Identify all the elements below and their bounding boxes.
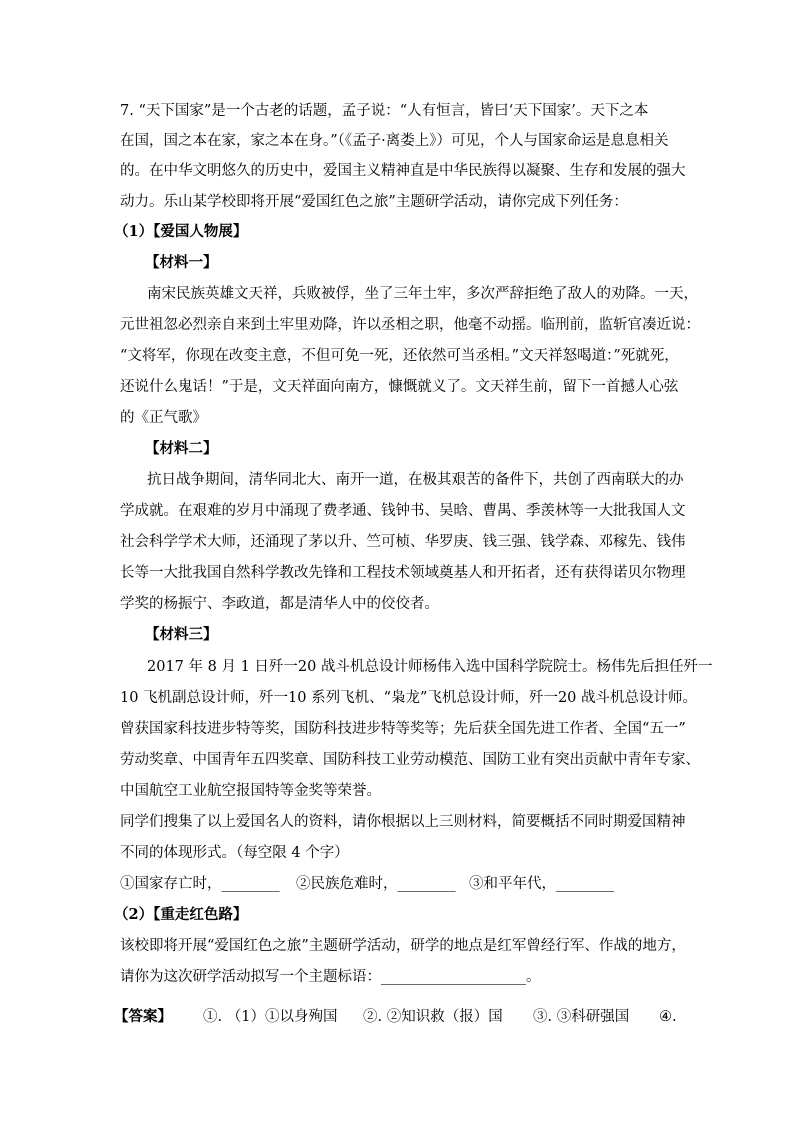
intro-line: 7. “天下国家”是一个古老的话题，孟子说：“人有恒言，皆曰‘天下国家’。天下之本 <box>120 103 649 119</box>
material2-line: 学奖的杨振宁、李政道，都是清华人中的佼佼者。 <box>120 596 439 612</box>
blank-2: ②民族危难时，________ <box>296 876 456 892</box>
material2-line: 长等一大批我国自然科学教改先锋和工程技术领域奠基人和开拓者，还有获得诺贝尔物理 <box>120 565 686 581</box>
blank-1: ①国家存亡时，________ <box>120 876 280 892</box>
material2-line: 学成就。在艰难的岁月中涌现了费孝通、钱钟书、吴晗、曹禺、季羡林等一大批我国人文 <box>120 503 686 519</box>
intro-line: 动力。乐山某学校即将开展“爱国红色之旅”主题研学活动，请你完成下列任务： <box>120 194 628 210</box>
material1-line: 南宋民族英雄文天祥，兵败被俘，坐了三年土牢，多次严辞拒绝了敌人的劝降。一天， <box>147 286 698 302</box>
material3-line: 中国航空工业航空报国特等金奖等荣誉。 <box>120 783 381 799</box>
answer-item: ③. ③科研强国 <box>533 1009 630 1025</box>
material3-line: 10 飞机副总设计师，歼一10 系列飞机、“枭龙”飞机总设计师，歼一20 战斗机总设计师。 <box>120 690 698 706</box>
task1-line: 不同的体现形式。（每空限 4 个字） <box>120 845 349 861</box>
intro-line: 在国，国之本在家，家之本在身。”（《孟子·离娄上》）可见，个人与国家命运是息息相关 <box>120 133 669 149</box>
intro-line: 的。在中华文明悠久的历史中，爱国主义精神直是中华民族得以凝聚、生存和发展的强大 <box>120 163 686 179</box>
material2-line: 社会科学学术大师，还涌现了茅以升、竺可桢、华罗庚、钱三强、钱学森、邓稼先、钱伟 <box>120 534 686 550</box>
material1-line: “文将军，你现在改变主意，不但可免一死，还依然可当丞相。”文天祥怒喝道：”死就死， <box>120 348 679 364</box>
material3-line: 2017 年 8 月 1 日歼一20 战斗机总设计师杨伟入选中国科学院院士。杨伟先后担任歼一 <box>147 659 713 675</box>
material3-line: 曾获国家科技进步特等奖，国防科技进步特等奖等；先后获全国先进工作者、全国“五一” <box>120 721 686 737</box>
material3-line: 劳动奖章、中国青年五四奖章、国防科技工业劳动模范、国防工业有突出贡献中青年专家、 <box>120 752 700 768</box>
part2-title: （2）【重走红色路】 <box>114 906 248 923</box>
material1-title: 【材料一】 <box>145 254 218 271</box>
answer-item: ④. <box>659 1009 677 1025</box>
answer-item: ①. （1）①以身殉国 <box>203 1009 338 1025</box>
material3-title: 【材料三】 <box>145 626 218 643</box>
part2-line: 该校即将开展“爱国红色之旅”主题研学活动，研学的地点是红军曾经行军、作战的地方， <box>120 938 686 954</box>
part1-title: （1）【爱国人物展】 <box>114 223 248 240</box>
material1-line: 还说什么鬼话！”于是，文天祥面向南方，慷慨就义了。文天祥生前，留下一首撼人心弦 <box>120 379 679 395</box>
material1-line: 的《正气歌》 <box>120 410 207 426</box>
answer-item: ②. ②知识救（报）国 <box>363 1009 503 1025</box>
material1-line: 元世祖忽必烈亲自来到土牢里劝降，许以丞相之职，他毫不动摇。临刑前，监斩官凑近说： <box>120 317 700 333</box>
material2-line: 抗日战争期间，清华同北大、南开一道，在极其艰苦的备件下，共创了西南联大的办 <box>147 472 684 488</box>
part2-line: 请你为这次研学活动拟写一个主题标语：____________________。 <box>120 969 541 985</box>
blank-3: ③和平年代，________ <box>469 876 614 892</box>
material2-title: 【材料二】 <box>145 440 218 457</box>
task1-line: 同学们搜集了以上爱国名人的资料，请你根据以上三则材料，简要概括不同时期爱国精神 <box>120 814 686 830</box>
answer-label: 【答案】 <box>114 1008 172 1025</box>
